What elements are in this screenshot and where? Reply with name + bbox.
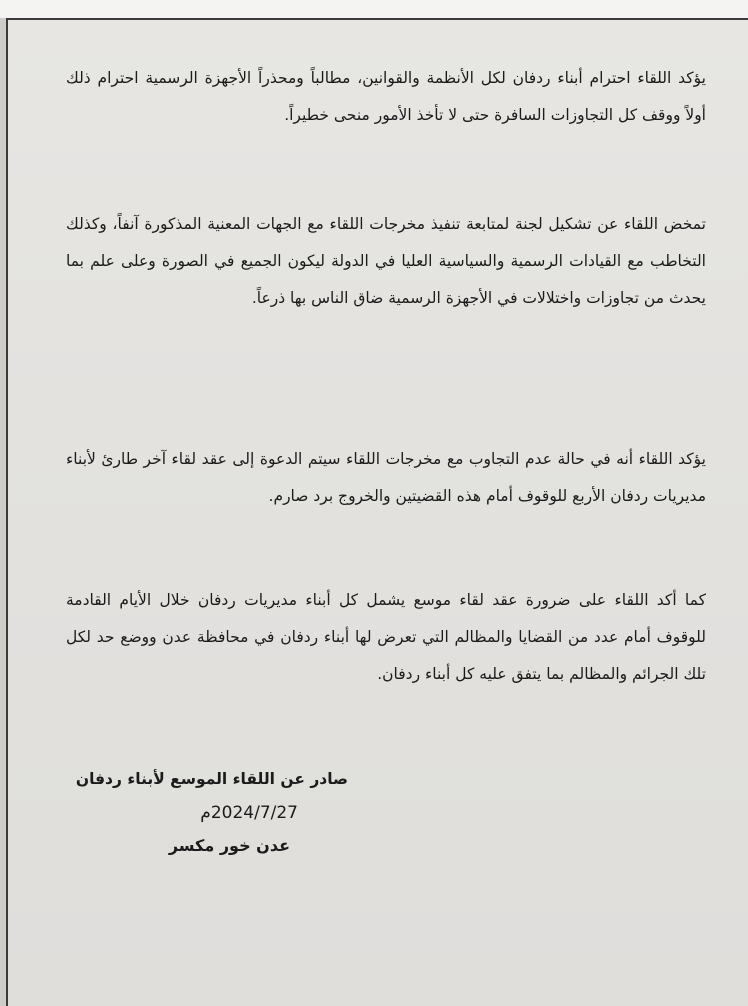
paragraph-respect-laws: يؤكد اللقاء احترام أبناء ردفان لكل الأنظمة والقوانين، مطالباً ومحذراً الأجهزة الرسمية احترام ذلك أولاً ووقف كل التجاوزات السافرة حتى لا تأخذ الأمور منحى خطيراً. — [66, 69, 706, 124]
paragraph-expanded-meeting: كما أكد اللقاء على ضرورة عقد لقاء موسع يشمل كل أبناء مديريات ردفان خلال الأيام القادمة للوقوف أمام عدد من القضايا والمظالم التي تعرض لها أبناء ردفان في محافظة عدن ووضع حد لكل تلك الجرائم والمظالم بما يتفق عليه كل أبناء ردفان. — [66, 591, 706, 683]
top-strip — [0, 0, 748, 18]
paragraph-emergency-meeting: يؤكد اللقاء أنه في حالة عدم التجاوب مع مخرجات اللقاء سيتم الدعوة إلى عقد لقاء آخر طارئ لأبناء مديريات ردفان الأربع للوقوف أمام هذه القضيتين والخروج برد صارم. — [66, 450, 706, 505]
signature-place: عدن خور مكسر — [168, 836, 290, 855]
paragraph-follow-up-committee: تمخض اللقاء عن تشكيل لجنة لمتابعة تنفيذ مخرجات اللقاء مع الجهات المعنية المذكورة آنفاً، وكذلك التخاطب مع القيادات الرسمية والسياسية العليا في الدولة ليكون الجميع في الصورة وعلى علم بما يحدث من تجاوزات واختلالات في الأجهزة الرسمية ضاق الناس بها ذرعاً. — [66, 215, 706, 307]
signature-date: 2024/7/27م — [200, 803, 298, 823]
signature-issuer: صادر عن اللقاء الموسع لأبناء ردفان — [75, 770, 348, 788]
